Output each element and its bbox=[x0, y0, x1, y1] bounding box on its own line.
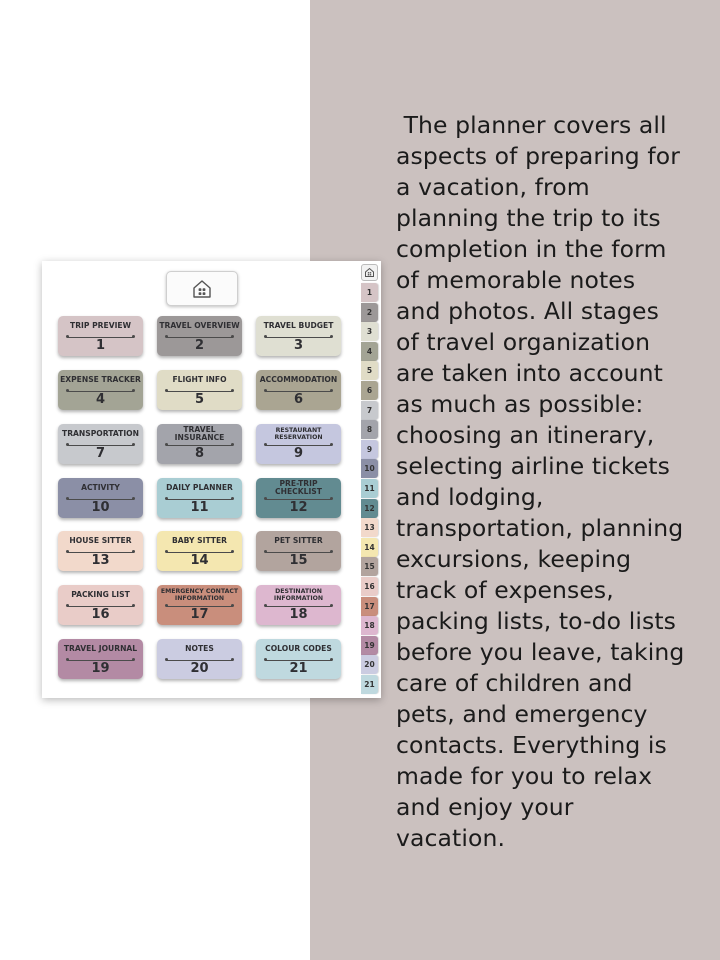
tab-6[interactable]: 6 bbox=[361, 381, 378, 400]
section-card-label: TRAVEL OVERVIEW bbox=[159, 321, 240, 330]
tab-11[interactable]: 11 bbox=[361, 479, 378, 498]
tab-21[interactable]: 21 bbox=[361, 675, 378, 694]
section-card-number: 10 bbox=[91, 500, 110, 515]
section-card-label: TRIP PREVIEW bbox=[70, 321, 131, 330]
section-card-number: 4 bbox=[95, 392, 106, 407]
section-card-10[interactable] bbox=[58, 478, 143, 518]
tab-12[interactable]: 12 bbox=[361, 499, 378, 518]
section-card-21[interactable] bbox=[256, 639, 341, 679]
section-card-5[interactable] bbox=[157, 370, 242, 410]
tab-8[interactable]: 8 bbox=[361, 420, 378, 439]
section-card-15[interactable] bbox=[256, 531, 341, 571]
section-card-4[interactable] bbox=[58, 370, 143, 410]
section-card-number: 11 bbox=[190, 500, 209, 515]
section-card-number: 20 bbox=[190, 661, 209, 676]
tab-19[interactable]: 19 bbox=[361, 636, 378, 655]
tab-strip bbox=[361, 261, 378, 698]
section-card-label: DAILY PLANNER bbox=[166, 483, 233, 492]
section-card-3[interactable] bbox=[256, 316, 341, 356]
section-card-label: RESTAURANT RESERVATION bbox=[274, 427, 323, 441]
section-card-number: 3 bbox=[293, 338, 304, 353]
section-card-13[interactable] bbox=[58, 531, 143, 571]
section-card-number: 5 bbox=[194, 392, 205, 407]
section-card-11[interactable] bbox=[157, 478, 242, 518]
tab-13[interactable]: 13 bbox=[361, 518, 378, 537]
home-grid-icon bbox=[191, 278, 213, 300]
section-card-9[interactable] bbox=[256, 424, 341, 464]
tab-15[interactable]: 15 bbox=[361, 557, 378, 576]
tab-20[interactable]: 20 bbox=[361, 655, 378, 674]
tab-14[interactable]: 14 bbox=[361, 538, 378, 557]
section-card-label: FLIGHT INFO bbox=[172, 375, 227, 384]
tab-home[interactable] bbox=[361, 264, 378, 281]
section-card-19[interactable] bbox=[58, 639, 143, 679]
tab-7[interactable]: 7 bbox=[361, 401, 378, 420]
tab-10[interactable]: 10 bbox=[361, 459, 378, 478]
tab-1[interactable]: 1 bbox=[361, 283, 378, 302]
section-card-label: NOTES bbox=[185, 644, 214, 653]
section-card-number: 18 bbox=[289, 607, 308, 622]
section-card-label: COLOUR CODES bbox=[265, 644, 332, 653]
tab-18[interactable]: 18 bbox=[361, 616, 378, 635]
section-card-label: EMERGENCY CONTACT INFORMATION bbox=[160, 588, 239, 602]
section-card-label: TRAVEL INSURANCE bbox=[174, 425, 225, 442]
section-card-number: 19 bbox=[91, 661, 110, 676]
section-card-number: 17 bbox=[190, 607, 209, 622]
section-card-label: TRAVEL JOURNAL bbox=[63, 644, 138, 653]
section-card-label: PRE-TRIP CHECKLIST bbox=[275, 479, 322, 496]
section-card-label: EXPENSE TRACKER bbox=[60, 375, 141, 384]
section-card-6[interactable] bbox=[256, 370, 341, 410]
section-card-label: PET SITTER bbox=[274, 536, 323, 545]
home-icon bbox=[364, 267, 375, 278]
section-card-7[interactable] bbox=[58, 424, 143, 464]
section-card-1[interactable] bbox=[58, 316, 143, 356]
section-card-16[interactable] bbox=[58, 585, 143, 625]
home-button[interactable] bbox=[166, 271, 238, 306]
section-card-number: 9 bbox=[293, 446, 304, 461]
section-card-number: 2 bbox=[194, 338, 205, 353]
tab-17[interactable]: 17 bbox=[361, 597, 378, 616]
section-card-label: PACKING LIST bbox=[71, 590, 130, 599]
planner-preview bbox=[42, 261, 381, 698]
section-card-number: 12 bbox=[289, 500, 308, 515]
section-card-number: 21 bbox=[289, 661, 308, 676]
section-card-17[interactable] bbox=[157, 585, 242, 625]
description-text: The planner covers all aspects of preparing for a vacation, from planning the trip to its completion in the form of memorable notes and photos. All stages of travel organization are taken into account as much as possible: choosing an itinerary, selecting airline tickets and lodging, transportation, planning excursions, keeping track of expenses, packing lists, to-do lists before you leave, taking care of children and pets, and emergency contacts. Everything is made for you to relax and enjoy your vacation. bbox=[396, 111, 685, 852]
section-card-label: ACCOMMODATION bbox=[259, 375, 338, 384]
section-card-number: 13 bbox=[91, 553, 110, 568]
section-card-label: ACTIVITY bbox=[81, 483, 120, 492]
section-card-number: 8 bbox=[194, 446, 205, 461]
section-card-number: 6 bbox=[293, 392, 304, 407]
section-card-label: HOUSE SITTER bbox=[69, 536, 132, 545]
tab-4[interactable]: 4 bbox=[361, 342, 378, 361]
tab-2[interactable]: 2 bbox=[361, 303, 378, 322]
section-card-18[interactable] bbox=[256, 585, 341, 625]
section-card-number: 16 bbox=[91, 607, 110, 622]
tab-5[interactable]: 5 bbox=[361, 361, 378, 380]
tab-16[interactable]: 16 bbox=[361, 577, 378, 596]
section-card-8[interactable] bbox=[157, 424, 242, 464]
section-card-label: BABY SITTER bbox=[171, 536, 228, 545]
section-card-14[interactable] bbox=[157, 531, 242, 571]
section-card-number: 1 bbox=[95, 338, 106, 353]
section-card-label: TRAVEL BUDGET bbox=[263, 321, 334, 330]
section-card-number: 7 bbox=[95, 446, 106, 461]
section-card-2[interactable] bbox=[157, 316, 242, 356]
section-card-number: 15 bbox=[289, 553, 308, 568]
tab-9[interactable]: 9 bbox=[361, 440, 378, 459]
section-card-label: DESTINATION INFORMATION bbox=[273, 588, 324, 602]
section-card-number: 14 bbox=[190, 553, 209, 568]
section-card-12[interactable] bbox=[256, 478, 341, 518]
tab-3[interactable]: 3 bbox=[361, 322, 378, 341]
section-card-20[interactable] bbox=[157, 639, 242, 679]
section-card-label: TRANSPORTATION bbox=[62, 429, 139, 438]
